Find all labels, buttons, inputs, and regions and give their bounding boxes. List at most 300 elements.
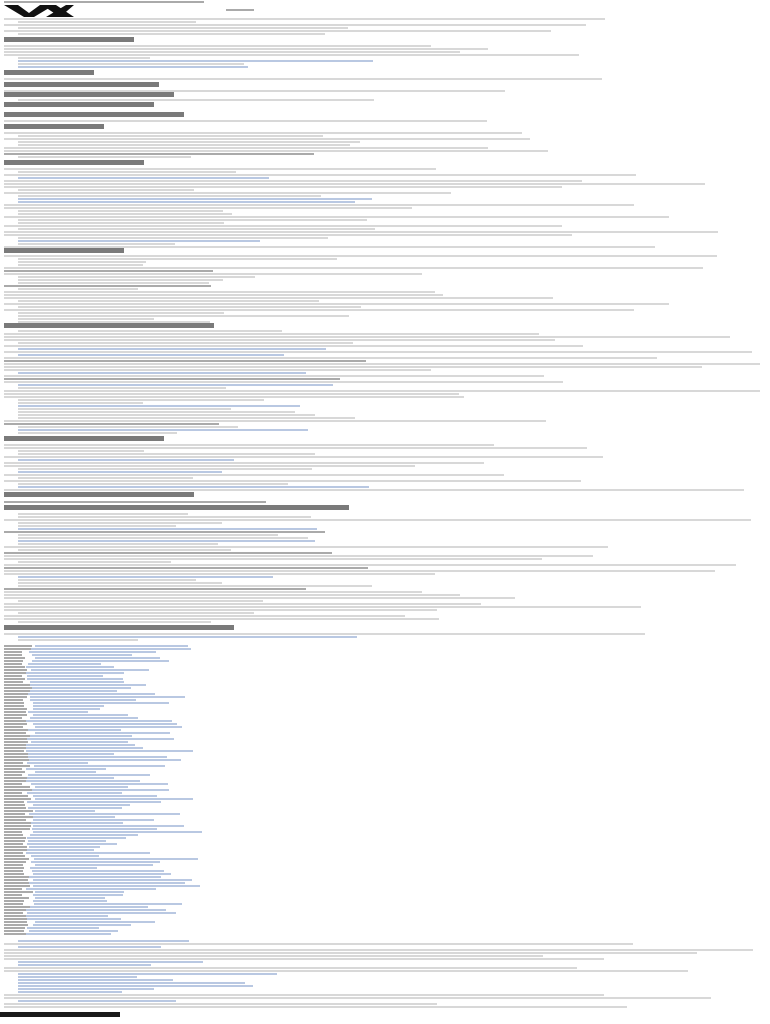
link-line <box>30 735 132 737</box>
link-line <box>30 684 146 686</box>
link-label-line <box>4 876 32 878</box>
list-item-line <box>18 417 355 419</box>
list-item-line <box>18 399 264 401</box>
link-label-line <box>4 807 26 809</box>
link-line <box>27 675 103 677</box>
link-line <box>32 870 164 872</box>
link-line <box>26 720 172 722</box>
link-label-line <box>4 870 23 872</box>
link-label-line <box>4 687 32 689</box>
list-item-line <box>18 537 308 539</box>
list-item-line <box>18 141 360 143</box>
link-line <box>26 768 106 770</box>
link-line <box>35 864 153 866</box>
section-heading <box>4 112 184 117</box>
link-label-line <box>4 666 25 668</box>
link-line <box>26 888 156 890</box>
subheading-line <box>4 270 213 272</box>
link-line <box>31 822 123 824</box>
link-line <box>27 849 94 851</box>
link-line <box>18 198 372 200</box>
section-heading <box>4 92 174 97</box>
link-label-line <box>4 774 22 776</box>
list-item-line <box>18 525 176 527</box>
list-item-line <box>18 99 374 101</box>
link-label-line <box>4 816 33 818</box>
list-item-line <box>18 321 210 323</box>
link-label-line <box>4 867 24 869</box>
list-item-line <box>18 57 150 59</box>
link-line <box>34 903 182 905</box>
link-label-line <box>4 819 26 821</box>
link-line <box>29 930 118 932</box>
link-line <box>35 921 155 923</box>
paragraph-line <box>4 294 443 296</box>
link-label-line <box>4 921 27 923</box>
paragraph-line <box>4 1006 627 1008</box>
link-label-line <box>4 861 26 863</box>
link-label-line <box>4 855 25 857</box>
link-line <box>18 459 234 461</box>
link-label-line <box>4 645 32 647</box>
link-label-line <box>4 660 23 662</box>
list-item-line <box>18 279 223 281</box>
link-line <box>18 486 369 488</box>
link-line <box>18 964 151 966</box>
link-line <box>18 240 260 242</box>
list-item-line <box>18 315 349 317</box>
link-line <box>18 60 373 62</box>
link-label-line <box>4 792 22 794</box>
list-item-line <box>18 330 282 332</box>
list-item-line <box>18 21 196 23</box>
link-label-line <box>4 810 33 812</box>
paragraph-line <box>4 78 602 80</box>
link-line <box>35 732 170 734</box>
link-label-line <box>4 843 23 845</box>
link-line <box>30 690 117 692</box>
link-label-line <box>4 906 31 908</box>
list-item-line <box>18 513 188 515</box>
list-item-line <box>18 33 325 35</box>
paragraph-line <box>4 952 697 954</box>
paragraph-line <box>4 958 604 960</box>
paragraph-line <box>4 609 437 611</box>
subheading-line <box>4 531 325 533</box>
link-label-line <box>4 690 30 692</box>
link-line <box>31 648 191 650</box>
list-item-line <box>18 579 196 581</box>
link-label-line <box>4 798 31 800</box>
link-line <box>29 759 181 761</box>
link-label-line <box>4 894 22 896</box>
list-item-line <box>18 258 337 260</box>
link-line <box>30 834 138 836</box>
section-heading <box>4 625 234 630</box>
paragraph-line <box>4 174 636 176</box>
link-line <box>18 976 137 978</box>
paragraph-line <box>4 234 572 236</box>
paragraph-line <box>4 54 579 56</box>
link-line <box>18 991 122 993</box>
paragraph-line <box>4 465 415 467</box>
link-line <box>31 741 128 743</box>
paragraph-line <box>4 555 593 557</box>
link-label-line <box>4 891 33 893</box>
link-label-line <box>4 825 31 827</box>
list-item-line <box>18 213 232 215</box>
paragraph-line <box>4 357 657 359</box>
subheading-line <box>4 501 266 503</box>
link-label-line <box>4 822 31 824</box>
link-line <box>18 66 248 68</box>
list-item-line <box>18 222 224 224</box>
link-line <box>27 918 121 920</box>
link-label-line <box>4 888 22 890</box>
link-label-line <box>4 858 29 860</box>
list-item-line <box>18 411 295 413</box>
document-title <box>4 0 224 4</box>
paragraph-line <box>4 447 587 449</box>
paragraph-line <box>4 339 555 341</box>
paragraph-line <box>4 18 605 20</box>
link-line <box>33 723 177 725</box>
link-line <box>26 744 135 746</box>
link-line <box>32 789 169 791</box>
link-label-line <box>4 708 27 710</box>
link-line <box>35 798 193 800</box>
list-item-line <box>18 432 177 434</box>
link-line <box>33 816 115 818</box>
link-line <box>33 705 104 707</box>
link-line <box>30 699 136 701</box>
link-label-line <box>4 873 24 875</box>
paragraph-line <box>4 591 422 593</box>
paragraph-line <box>4 45 431 47</box>
link-label-line <box>4 813 25 815</box>
paragraph-line <box>4 48 488 50</box>
link-line <box>29 882 185 884</box>
paragraph-line <box>4 291 435 293</box>
paragraph-line <box>4 970 688 972</box>
link-label-line <box>4 885 30 887</box>
paragraph-line <box>4 120 487 122</box>
link-line <box>29 876 161 878</box>
list-item-line <box>18 639 138 641</box>
link-line <box>34 765 165 767</box>
paragraph-line <box>4 24 586 26</box>
section-heading <box>4 37 134 42</box>
list-item-line <box>18 483 288 485</box>
paragraph-line <box>4 597 515 599</box>
link-label-line <box>4 735 32 737</box>
link-label-line <box>4 840 25 842</box>
link-label-line <box>4 786 30 788</box>
link-line <box>18 384 333 386</box>
paragraph-line <box>4 147 488 149</box>
link-label-line <box>4 864 23 866</box>
link-line <box>27 801 161 803</box>
paragraph-line <box>4 603 481 605</box>
subheading-line <box>4 285 211 287</box>
list-item-line <box>18 549 231 551</box>
link-line <box>33 702 169 704</box>
link-label-line <box>4 693 31 695</box>
paragraph-line <box>4 186 562 188</box>
paragraph-line <box>4 573 435 575</box>
link-line <box>35 726 182 728</box>
link-line <box>28 693 155 695</box>
link-label-line <box>4 777 29 779</box>
link-label-line <box>4 648 31 650</box>
section-heading <box>4 323 214 328</box>
paragraph-line <box>4 216 669 218</box>
link-line <box>35 897 105 899</box>
list-item-line <box>18 171 236 173</box>
link-line <box>29 651 156 653</box>
paragraph-line <box>4 345 583 347</box>
link-label-line <box>4 702 24 704</box>
link-line <box>18 979 173 981</box>
link-line <box>18 540 315 542</box>
paragraph-line <box>4 606 641 608</box>
link-label-line <box>4 717 22 719</box>
paragraph-line <box>4 994 604 996</box>
link-line <box>33 819 154 821</box>
link-label-line <box>4 831 22 833</box>
link-line <box>35 810 95 812</box>
paragraph-line <box>4 444 494 446</box>
link-line <box>35 891 124 893</box>
link-label-line <box>4 828 30 830</box>
link-line <box>18 576 273 578</box>
list-item-line <box>18 306 361 308</box>
paragraph-line <box>4 519 751 521</box>
paragraph-line <box>4 615 405 617</box>
link-line <box>18 961 203 963</box>
list-item-line <box>18 342 353 344</box>
paragraph-line <box>4 369 431 371</box>
link-label-line <box>4 918 29 920</box>
link-line <box>33 825 184 827</box>
link-line <box>18 429 308 431</box>
logo <box>4 5 74 17</box>
link-line <box>33 714 128 716</box>
link-label-line <box>4 696 27 698</box>
subheading-line <box>4 588 306 590</box>
paragraph-line <box>4 180 582 182</box>
link-label-line <box>4 882 30 884</box>
paragraph-line <box>4 967 577 969</box>
paragraph-line <box>4 489 744 491</box>
link-label-line <box>4 675 22 677</box>
list-item-line <box>18 387 226 389</box>
paragraph-line <box>4 594 460 596</box>
paragraph-line <box>4 30 551 32</box>
list-item-line <box>18 243 175 245</box>
link-line <box>26 750 193 752</box>
link-line <box>26 852 150 854</box>
list-item-line <box>18 414 315 416</box>
link-line <box>35 645 188 647</box>
paragraph-line <box>4 943 633 945</box>
section-heading <box>4 124 104 129</box>
link-line <box>18 1000 176 1002</box>
list-item-line <box>18 450 144 452</box>
link-label-line <box>4 714 27 716</box>
section-heading <box>4 70 94 75</box>
link-line <box>18 348 326 350</box>
link-label-line <box>4 753 29 755</box>
list-item-line <box>18 582 222 584</box>
link-line <box>28 774 150 776</box>
link-line <box>18 471 222 473</box>
paragraph-line <box>4 309 634 311</box>
paragraph-line <box>4 474 504 476</box>
paragraph-line <box>4 231 718 233</box>
link-line <box>33 894 123 896</box>
link-line <box>27 837 126 839</box>
link-line <box>27 843 117 845</box>
link-label-line <box>4 762 23 764</box>
link-line <box>18 973 277 975</box>
link-line <box>18 528 317 530</box>
link-label-line <box>4 897 29 899</box>
list-item-line <box>18 453 315 455</box>
section-heading <box>4 102 154 107</box>
link-line <box>33 804 130 806</box>
link-line <box>26 780 140 782</box>
link-label-line <box>4 903 23 905</box>
link-line <box>33 831 202 833</box>
link-label-line <box>4 768 22 770</box>
link-line <box>26 933 111 935</box>
link-label-line <box>4 924 28 926</box>
link-line <box>34 858 198 860</box>
list-item-line <box>18 522 222 524</box>
link-line <box>27 777 114 779</box>
logo-mark-icon <box>4 5 74 17</box>
section-heading <box>4 248 124 253</box>
paragraph-line <box>4 366 702 368</box>
link-label-line <box>4 741 28 743</box>
link-line <box>28 756 167 758</box>
link-label-line <box>4 669 27 671</box>
list-item-line <box>18 261 146 263</box>
link-line <box>32 687 131 689</box>
list-item-line <box>18 210 223 212</box>
paragraph-line <box>4 633 645 635</box>
link-line <box>18 636 357 638</box>
link-line <box>35 786 128 788</box>
paragraph-line <box>4 997 711 999</box>
link-line <box>18 940 189 942</box>
list-item-line <box>18 585 372 587</box>
paragraph-line <box>4 949 753 951</box>
link-line <box>27 678 123 680</box>
link-line <box>27 792 122 794</box>
paragraph-line <box>4 480 581 482</box>
subheading-line <box>4 378 340 380</box>
link-line <box>32 654 132 656</box>
link-line <box>35 657 160 659</box>
link-line <box>31 669 149 671</box>
link-label-line <box>4 930 24 932</box>
paragraph-line <box>4 546 608 548</box>
list-item-line <box>18 621 211 623</box>
link-line <box>18 201 355 203</box>
paragraph-line <box>4 618 439 620</box>
link-line <box>35 771 96 773</box>
paragraph-line <box>4 1003 437 1005</box>
subheading-line <box>4 153 314 155</box>
link-label-line <box>4 771 25 773</box>
link-line <box>18 985 253 987</box>
link-line <box>26 672 124 674</box>
link-line <box>33 900 107 902</box>
list-item-line <box>18 195 321 197</box>
paragraph-line <box>4 390 760 392</box>
link-line <box>26 909 166 911</box>
link-label-line <box>4 732 26 734</box>
link-line <box>26 666 114 668</box>
paragraph-line <box>4 51 460 53</box>
link-label-line <box>4 654 22 656</box>
link-line <box>28 663 101 665</box>
link-label-line <box>4 789 32 791</box>
list-item-line <box>18 516 311 518</box>
section-heading <box>4 160 144 165</box>
paragraph-line <box>4 336 730 338</box>
link-label-line <box>4 804 25 806</box>
list-item-line <box>18 408 231 410</box>
section-heading <box>4 505 349 510</box>
link-line <box>26 747 143 749</box>
link-line <box>29 813 180 815</box>
link-line <box>30 906 148 908</box>
paragraph-line <box>4 303 669 305</box>
paragraph-line <box>4 225 562 227</box>
link-line <box>28 711 88 713</box>
link-label-line <box>4 663 22 665</box>
list-item-line <box>18 468 312 470</box>
subheading-line <box>4 567 368 569</box>
link-line <box>27 912 176 914</box>
paragraph-line <box>4 351 752 353</box>
link-label-line <box>4 846 27 848</box>
link-line <box>30 696 185 698</box>
list-item-line <box>18 228 375 230</box>
link-label-line <box>4 795 28 797</box>
link-label-line <box>4 852 23 854</box>
link-label-line <box>4 657 25 659</box>
link-line <box>32 828 157 830</box>
subheading-line <box>4 423 219 425</box>
list-item-line <box>18 189 194 191</box>
list-item-line <box>18 426 238 428</box>
link-label-line <box>4 834 23 836</box>
list-item-line <box>18 63 244 65</box>
link-line <box>28 807 122 809</box>
link-label-line <box>4 720 28 722</box>
paragraph-line <box>4 267 703 269</box>
footer-bar <box>0 1012 120 1017</box>
paragraph-line <box>4 150 548 152</box>
list-item-line <box>18 237 328 239</box>
paragraph-line <box>4 168 436 170</box>
link-line <box>28 729 121 731</box>
link-label-line <box>4 726 23 728</box>
